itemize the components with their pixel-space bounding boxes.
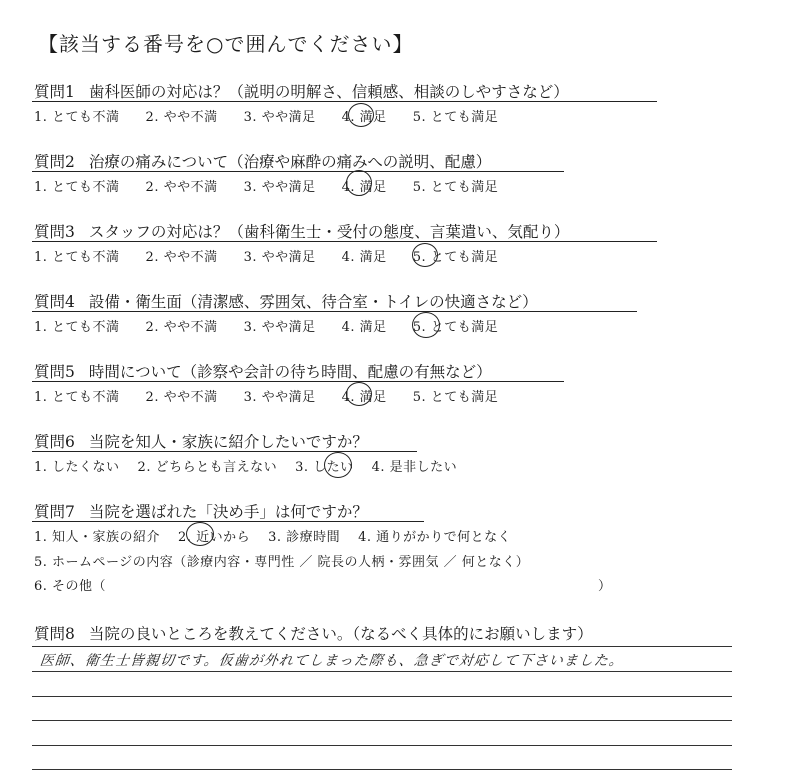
question-8-text: 当院の良いところを教えてください。（なるべく具体的にお願いします） bbox=[88, 625, 593, 643]
q4-selection-circle bbox=[412, 312, 440, 338]
q2-option-2[interactable]: 2. やや不満 bbox=[145, 180, 218, 195]
question-5-underline bbox=[32, 381, 564, 382]
answer-line-3 bbox=[32, 696, 732, 697]
q2-option-4[interactable]: 4. 満足 bbox=[341, 180, 387, 195]
q4-option-2[interactable]: 2. やや不満 bbox=[145, 320, 218, 335]
question-4-options bbox=[34, 316, 524, 335]
question-1-underline bbox=[32, 101, 657, 102]
q1-option-3[interactable]: 3. やや満足 bbox=[243, 110, 316, 125]
q6-option-1[interactable]: 1. したくない bbox=[34, 460, 120, 475]
q7-option-4[interactable]: 4. 通りがかりで何となく bbox=[358, 530, 512, 545]
question-7-options-row1 bbox=[34, 526, 537, 545]
question-4-text: 設備・衛生面（清潔感、雰囲気、待合室・トイレの快適さなど） bbox=[88, 293, 538, 311]
q1-option-5[interactable]: 5. とても満足 bbox=[412, 110, 499, 125]
question-7-label: 質問7 bbox=[34, 503, 75, 521]
q6-selection-circle bbox=[324, 452, 352, 478]
q6-option-4[interactable]: 4. 是非したい bbox=[371, 460, 458, 475]
question-2-label: 質問2 bbox=[34, 153, 75, 171]
question-2-underline bbox=[32, 171, 564, 172]
q3-option-1[interactable]: 1. とても不満 bbox=[34, 250, 120, 265]
q4-option-1[interactable]: 1. とても不満 bbox=[34, 320, 120, 335]
q4-option-5[interactable]: 5. とても満足 bbox=[412, 320, 499, 335]
question-6-label: 質問6 bbox=[34, 433, 75, 451]
q7-option-3[interactable]: 3. 診療時間 bbox=[268, 530, 341, 545]
page-title: 【該当する番号を○で囲んでください】 bbox=[38, 32, 414, 56]
q7-option-5[interactable]: 5. ホームページの内容（診療内容・専門性 ／ 院長の人柄・雰囲気 ／ 何となく） bbox=[34, 555, 530, 570]
q6-option-3[interactable]: 3. したい bbox=[295, 460, 354, 475]
question-2-text: 治療の痛みについて（治療や麻酔の痛みへの説明、配慮） bbox=[88, 153, 492, 171]
q5-selection-circle bbox=[346, 382, 372, 406]
question-2-options bbox=[34, 176, 524, 195]
answer-line-1 bbox=[32, 646, 732, 647]
q1-option-4[interactable]: 4. 満足 bbox=[341, 110, 387, 125]
question-6-options bbox=[34, 456, 483, 475]
answer-line-2 bbox=[32, 671, 732, 672]
question-6 bbox=[34, 430, 368, 452]
question-4-underline bbox=[32, 311, 637, 312]
q7-selection-circle bbox=[186, 522, 214, 546]
q1-selection-circle bbox=[348, 103, 374, 127]
question-3-options bbox=[34, 246, 524, 265]
question-8 bbox=[34, 622, 593, 644]
q7-option-6[interactable]: 6. その他（ bbox=[34, 579, 107, 594]
question-5-options bbox=[34, 386, 524, 405]
question-7-text: 当院を選ばれた「決め手」は何ですか？ bbox=[88, 503, 368, 521]
question-3-label: 質問3 bbox=[34, 223, 75, 241]
q5-option-4[interactable]: 4. 満足 bbox=[341, 390, 387, 405]
answer-line-5 bbox=[32, 745, 732, 746]
question-3-text: スタッフの対応は？（歯科衛生士・受付の態度、言葉遣い、気配り） bbox=[88, 223, 570, 241]
q5-option-3[interactable]: 3. やや満足 bbox=[243, 390, 316, 405]
q3-option-2[interactable]: 2. やや不満 bbox=[145, 250, 218, 265]
q3-selection-circle bbox=[412, 243, 438, 267]
question-5-label: 質問5 bbox=[34, 363, 75, 381]
q1-option-1[interactable]: 1. とても不満 bbox=[34, 110, 120, 125]
q3-option-5[interactable]: 5. とても満足 bbox=[412, 250, 499, 265]
question-6-underline bbox=[32, 451, 417, 452]
question-3-underline bbox=[32, 241, 657, 242]
question-4 bbox=[34, 290, 538, 312]
q4-option-3[interactable]: 3. やや満足 bbox=[243, 320, 316, 335]
q5-option-5[interactable]: 5. とても満足 bbox=[412, 390, 499, 405]
q2-selection-circle bbox=[346, 170, 372, 196]
question-3 bbox=[34, 220, 569, 242]
q7-option-2[interactable]: 2. 近いから bbox=[178, 530, 251, 545]
question-5 bbox=[34, 360, 492, 382]
question-1-label: 質問1 bbox=[34, 83, 75, 101]
q2-option-3[interactable]: 3. やや満足 bbox=[243, 180, 316, 195]
q3-option-4[interactable]: 4. 満足 bbox=[341, 250, 387, 265]
question-6-text: 当院を知人・家族に紹介したいですか？ bbox=[88, 433, 368, 451]
q2-option-1[interactable]: 1. とても不満 bbox=[34, 180, 120, 195]
q7-option-1[interactable]: 1. 知人・家族の紹介 bbox=[34, 530, 161, 545]
question-1-text: 歯科医師の対応は？（説明の明解さ、信頼感、相談のしやすさなど） bbox=[88, 83, 569, 101]
answer-line-6 bbox=[32, 769, 732, 770]
question-4-label: 質問4 bbox=[34, 293, 75, 311]
q5-option-1[interactable]: 1. とても不満 bbox=[34, 390, 120, 405]
q4-option-4[interactable]: 4. 満足 bbox=[341, 320, 387, 335]
question-1 bbox=[34, 80, 569, 102]
q6-option-2[interactable]: 2. どちらとも言えない bbox=[137, 460, 278, 475]
q5-option-2[interactable]: 2. やや不満 bbox=[145, 390, 218, 405]
question-8-label: 質問8 bbox=[34, 625, 75, 643]
q7-option-6-close: ） bbox=[598, 579, 612, 594]
question-7 bbox=[34, 500, 368, 522]
q1-option-2[interactable]: 2. やや不満 bbox=[145, 110, 218, 125]
question-1-options bbox=[34, 106, 524, 125]
question-8-answer[interactable]: 医師、衛生士皆親切です。仮歯が外れてしまった際も、急ぎで対応して下さいました。 bbox=[39, 653, 625, 669]
question-2 bbox=[34, 150, 491, 172]
question-5-text: 時間について（診察や会計の待ち時間、配慮の有無など） bbox=[88, 363, 492, 381]
answer-line-4 bbox=[32, 720, 732, 721]
q3-option-3[interactable]: 3. やや満足 bbox=[243, 250, 316, 265]
q2-option-5[interactable]: 5. とても満足 bbox=[412, 180, 499, 195]
question-7-underline bbox=[32, 521, 424, 522]
